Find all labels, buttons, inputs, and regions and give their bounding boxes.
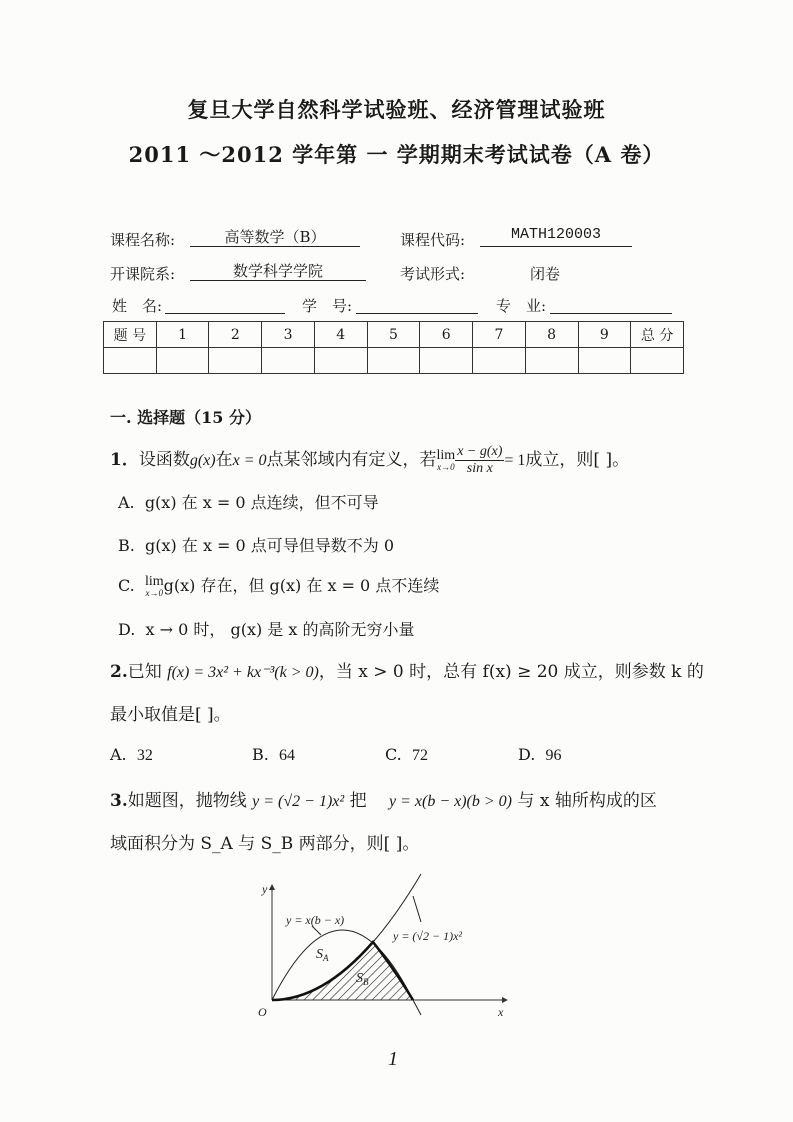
option-label: B. [252, 745, 269, 764]
curve1-label: y = x(b − x) [286, 913, 345, 927]
score-header-cell: 总 分 [631, 322, 684, 348]
score-header-cell: 3 [262, 322, 315, 348]
course-code-label: 课程代码: [400, 231, 466, 249]
major-label: 专 业: [496, 297, 547, 315]
q2-option-a[interactable] [110, 745, 153, 765]
q2-math: f(x) = 3x² + kx⁻³(k > 0) [167, 664, 319, 681]
score-header-cell: 5 [367, 322, 420, 348]
score-table-header-row [104, 322, 684, 348]
option-text: 32 [136, 747, 153, 764]
q2-option-c[interactable] [385, 745, 428, 765]
name-field[interactable] [165, 293, 285, 314]
q1-option-d[interactable] [118, 617, 415, 640]
fraction-denominator: sin x [466, 461, 493, 476]
course-name-label: 课程名称: [110, 231, 176, 249]
course-name-field: 高等数学（B） [190, 226, 360, 247]
curve2-leader [413, 896, 421, 922]
score-cell [525, 348, 578, 374]
q2-line2: 最小取值是[ ]。 [110, 705, 231, 725]
score-cell [578, 348, 631, 374]
q3-text: 如题图，抛物线 [127, 791, 253, 811]
score-cell [104, 348, 157, 374]
department-field: 数学科学学院 [190, 260, 366, 281]
q2-number: 2. [110, 662, 128, 682]
q1-text: 设函数 [138, 450, 190, 470]
q3-line2: 域面积分为 S_A 与 S_B 两部分，则[ ]。 [110, 834, 420, 854]
option-text: x → 0 时， g(x) 是 x 的高阶无穷小量 [145, 620, 415, 639]
y-axis-arrow-icon [269, 884, 275, 890]
fraction-numerator: x − g(x) [457, 444, 503, 459]
score-cell [314, 348, 367, 374]
area-figure [240, 860, 520, 1030]
q1-text: 在 [215, 450, 233, 470]
q1-text: 点某邻域内有定义，若 [266, 450, 437, 470]
curve2-label: y = (√2 − 1)x² [393, 929, 463, 943]
q1-option-c[interactable] [118, 573, 439, 598]
q2-option-b[interactable] [252, 745, 295, 765]
student-id-field[interactable] [356, 293, 478, 314]
lim-text: lim [144, 574, 164, 589]
option-text: 72 [411, 747, 428, 764]
score-cell [473, 348, 526, 374]
region-a-label [316, 947, 329, 963]
name-label: 姓 名: [112, 297, 163, 315]
exam-title-line1: 复旦大学自然科学试验班、经济管理试验班 [187, 97, 606, 122]
score-cell [156, 348, 209, 374]
q1-math: x = 0 [232, 452, 267, 469]
q1-limit [437, 449, 456, 472]
exam-form-label: 考试形式: [400, 265, 466, 283]
score-header-cell: 4 [314, 322, 367, 348]
option-label: A. [118, 493, 135, 512]
score-header-cell: 9 [578, 322, 631, 348]
question-1 [110, 444, 629, 477]
q2-option-d[interactable] [518, 745, 562, 765]
region-b-subscript: B [363, 977, 369, 987]
q1-math: = 1 [504, 452, 526, 469]
option-label: C. [118, 576, 135, 595]
department-label: 开课院系: [110, 265, 176, 283]
x-axis-label: x [498, 1005, 504, 1019]
score-cell [367, 348, 420, 374]
q3-math: y = (√2 − 1)x² [252, 793, 345, 810]
option-text: g(x) 在 x = 0 点连续，但不可导 [144, 493, 379, 512]
score-header-cell: 题 号 [104, 322, 157, 348]
q1-option-b[interactable] [118, 533, 394, 556]
major-field[interactable] [550, 293, 672, 314]
score-header-cell: 1 [156, 322, 209, 348]
lim-subscript: x→0 [437, 462, 455, 472]
option-label: D. [518, 745, 536, 764]
lim-subscript: x→0 [145, 588, 164, 598]
option-label: A. [110, 745, 127, 764]
q3-number: 3. [110, 791, 128, 811]
region-b-s: S [356, 971, 363, 986]
section-heading: 一. 选择题（15 分） [110, 408, 261, 427]
score-cell [262, 348, 315, 374]
q3-text: 与 x 轴所构成的区 [512, 791, 657, 811]
lim-text: lim [436, 448, 456, 463]
score-cell [209, 348, 262, 374]
exam-form-value: 闭卷 [530, 265, 561, 283]
option-limit [145, 575, 164, 598]
option-text: g(x) 在 x = 0 点可导但导数不为 0 [145, 536, 395, 555]
q1-number: 1． [110, 450, 139, 470]
option-text: g(x) 存在，但 g(x) 在 x = 0 点不连续 [163, 576, 440, 595]
y-axis-label: y [262, 882, 268, 896]
q3-math: y = x(b − x)(b > 0) [389, 793, 513, 810]
option-label: D. [118, 620, 136, 639]
q1-fraction [455, 444, 504, 477]
question-3 [110, 786, 657, 811]
q1-math: g(x) [189, 452, 216, 469]
q1-text: 成立，则[ ]。 [525, 450, 630, 470]
score-header-cell: 7 [473, 322, 526, 348]
page-number: 1 [388, 1048, 398, 1070]
q1-option-a[interactable] [118, 490, 379, 513]
course-code-field: MATH120003 [480, 226, 632, 247]
score-cell [420, 348, 473, 374]
x-axis-arrow-icon [502, 997, 508, 1003]
option-label: B. [118, 536, 135, 555]
option-text: 96 [545, 747, 562, 764]
score-table-score-row [104, 348, 684, 374]
region-a-s: S [316, 947, 323, 962]
score-table [103, 321, 684, 374]
exam-title-line2: 2011 ～2012 学年第 一 学期期末考试试卷（A 卷） [128, 142, 665, 167]
option-text: 64 [279, 747, 296, 764]
q2-text: 已知 [127, 662, 168, 682]
q2-text: ，当 x > 0 时，总有 f(x) ≥ 20 成立，则参数 k 的 [318, 662, 704, 682]
student-id-label: 学 号: [302, 297, 353, 315]
score-header-cell: 6 [420, 322, 473, 348]
origin-label: O [258, 1005, 267, 1019]
score-cell [631, 348, 684, 374]
option-label: C. [385, 745, 402, 764]
question-2 [110, 657, 704, 682]
q3-text: 把 [344, 791, 389, 811]
score-header-cell: 2 [209, 322, 262, 348]
region-a-subscript: A [323, 953, 329, 963]
curve1-leader [312, 926, 321, 935]
score-header-cell: 8 [525, 322, 578, 348]
